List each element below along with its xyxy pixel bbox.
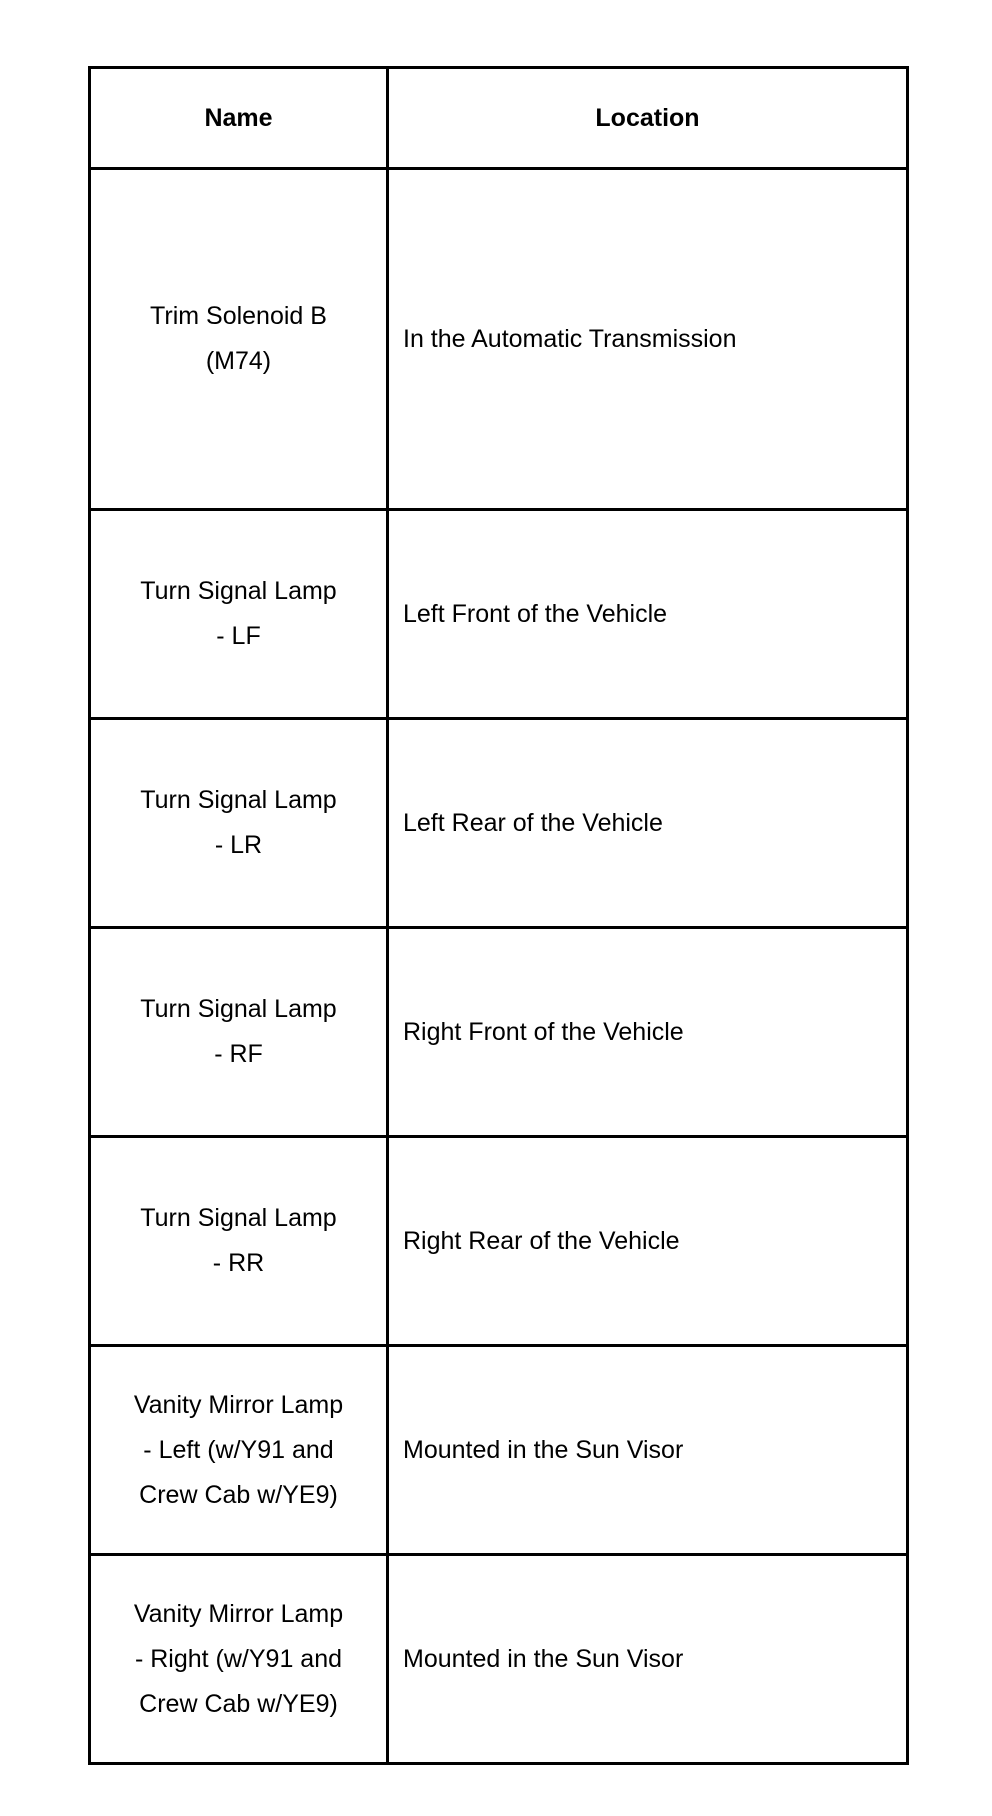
component-name-cell — [90, 719, 388, 928]
component-location: Mounted in the Sun Visor — [403, 1435, 684, 1464]
name-column-header: Name — [90, 68, 388, 169]
table-row — [90, 1555, 908, 1764]
component-name-cell — [90, 1555, 388, 1764]
component-location: Mounted in the Sun Visor — [403, 1644, 684, 1673]
component-location-table — [88, 66, 909, 1765]
table-header-row — [90, 68, 908, 169]
component-name: Vanity Mirror Lamp - Right (w/Y91 and Crew Cab w/YE9) — [133, 1599, 344, 1718]
component-name: Turn Signal Lamp - RF — [140, 995, 337, 1068]
component-name-cell — [90, 510, 388, 719]
component-location: In the Automatic Transmission — [403, 324, 737, 353]
table-row — [90, 510, 908, 719]
component-name: Turn Signal Lamp - RR — [140, 1204, 337, 1277]
component-name-cell — [90, 1137, 388, 1346]
component-location-cell — [388, 1555, 908, 1764]
component-location-cell — [388, 510, 908, 719]
component-location-table-container — [88, 66, 906, 1765]
table-row — [90, 169, 908, 510]
component-location-cell — [388, 169, 908, 510]
component-location-cell — [388, 1346, 908, 1555]
component-location: Left Front of the Vehicle — [403, 599, 668, 628]
component-name: Turn Signal Lamp - LF — [140, 577, 337, 650]
location-column-header: Location — [388, 68, 908, 169]
table-row — [90, 719, 908, 928]
component-name: Turn Signal Lamp - LR — [140, 786, 337, 859]
table-row — [90, 1346, 908, 1555]
component-location: Right Rear of the Vehicle — [403, 1226, 680, 1255]
component-name: Vanity Mirror Lamp - Left (w/Y91 and Crew Cab w/YE9) — [133, 1390, 344, 1509]
component-name: Trim Solenoid B (M74) — [150, 302, 327, 375]
component-location: Right Front of the Vehicle — [403, 1017, 684, 1046]
component-name-cell — [90, 928, 388, 1137]
component-name-cell — [90, 1346, 388, 1555]
table-row — [90, 928, 908, 1137]
component-location: Left Rear of the Vehicle — [403, 808, 663, 837]
component-location-cell — [388, 719, 908, 928]
component-location-cell — [388, 928, 908, 1137]
table-row — [90, 1137, 908, 1346]
component-name-cell — [90, 169, 388, 510]
component-location-cell — [388, 1137, 908, 1346]
